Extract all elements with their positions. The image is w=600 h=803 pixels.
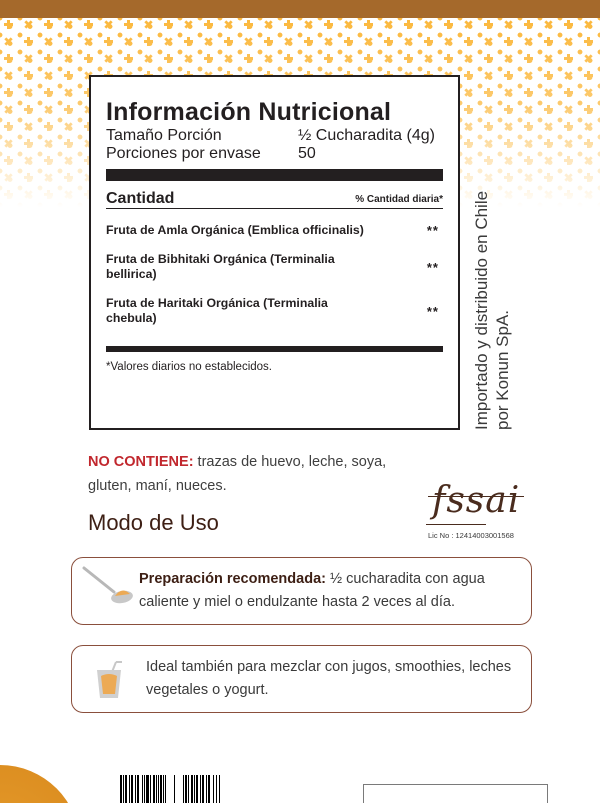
lot-expiry-box [363,784,548,803]
barcode [120,775,220,803]
usage-card-preparation [71,557,532,625]
importer-line-2: por Konun SpA. [493,309,512,430]
mixing-text [146,656,526,702]
daily-value-label: % Cantidad diaria* [355,194,443,205]
serving-size-label: Tamaño Porción [106,127,222,144]
nutrition-title: Información Nutricional [106,98,392,126]
nutrition-facts-panel [89,75,460,430]
top-brand-bar [0,0,600,18]
ingredient-row [106,252,443,282]
importer-line-1: Importado y distribuido en Chile [472,190,491,430]
servings-per-container-row [106,145,443,163]
ingredient-name: Fruta de Amla Orgánica (Emblica officinalis) [106,223,364,237]
preparation-text [139,568,519,614]
ingredient-dv: ** [426,259,439,275]
importer-notice [471,130,531,430]
usage-title: Modo de Uso [88,510,219,535]
serving-size-value: ½ Cucharadita (4g) [298,127,435,144]
fssai-logo: fssai [432,480,521,521]
daily-values-footnote: *Valores diarios no establecidos. [106,361,272,373]
servings-label: Porciones por envase [106,145,261,162]
ingredient-row [106,296,443,326]
ingredient-name: Fruta de Bibhitaki Orgánica (Terminalia bellirica) [106,252,335,281]
preparation-label: Preparación recomendada: [139,571,326,587]
allergen-label: NO CONTIENE: [88,454,194,470]
preparation-body: ½ cucharadita con agua caliente y miel o endulzante hasta 2 veces al día. [139,571,485,610]
ingredient-dv: ** [426,223,439,238]
ingredient-row [106,223,443,238]
fssai-certification [420,480,530,542]
decorative-orange-circle [0,765,80,803]
fssai-underline [426,524,486,525]
ingredient-name: Fruta de Haritaki Orgánica (Terminalia chebula) [106,296,328,325]
fssai-license-number: Lic No : 12414003001568 [428,531,514,540]
juice-glass-icon [94,660,126,708]
divider-medium [106,346,443,352]
serving-size-row [106,127,443,145]
amount-header [106,181,443,209]
mixing-body: Ideal también para mezclar con jugos, smoothies, leches vegetales o yogurt. [146,659,512,698]
allergen-notice [88,450,428,498]
ingredient-dv: ** [426,303,439,319]
spoon-icon [82,564,134,616]
allergen-text: trazas de huevo, leche, soya, gluten, maní, nueces. [88,454,387,494]
usage-card-mixing [71,645,532,713]
amount-label: Cantidad [106,190,175,207]
servings-value: 50 [298,145,316,162]
divider-thick [106,169,443,181]
